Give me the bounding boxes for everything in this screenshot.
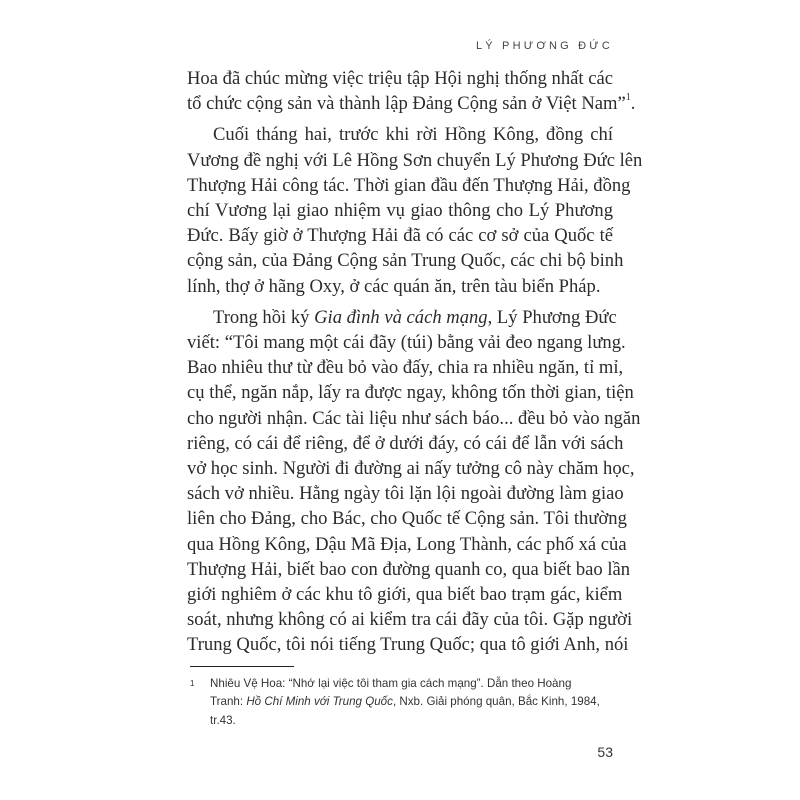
footnote-line: tr.43. [210,713,236,727]
text-line: Trong hồi ký Gia đình và cách mạng, Lý Phương Đức [213,306,617,328]
text-line: Hoa đã chúc mừng việc triệu tập Hội nghị thống nhất các [187,68,613,89]
text-line: riêng, có cái để riêng, để ở dưới đáy, có cái để lẫn với sách [187,432,624,454]
footnote [190,675,614,730]
text-line: Vương đề nghị với Lê Hồng Sơn chuyển Lý Phương Đức lên [187,149,643,171]
text-line: Trung Quốc, tôi nói tiếng Trung Quốc; qua tô giới Anh, nói [187,634,629,656]
book-title: Gia đình và cách mạng [314,306,488,328]
text-line: viết: “Tôi mang một cái đãy (túi) bằng vải đeo ngang lưng. [187,332,626,354]
text-line: giới nghiêm ở các khu tô giới, qua biết bao trạm gác, kiểm [187,584,623,606]
text-line: Thượng Hải, biết bao con đường quanh co, qua biết bao lần [187,558,631,580]
text-line: Thượng Hải công tác. Thời gian đầu đến Thượng Hải, đồng [187,174,631,196]
text-line: vở học sinh. Người đi đường ai nấy tưởng cô này chăm học, [187,458,635,480]
footnote-divider [190,666,294,667]
running-header: LÝ PHƯƠNG ĐỨC [475,40,613,52]
footnote-line: Tranh: Hồ Chí Minh với Trung Quốc, Nxb. Giải phóng quân, Bắc Kinh, 1984, [210,695,600,709]
footnote-line: Nhiêu Vệ Hoa: “Nhớ lại việc tôi tham gia cách mạng”. Dẫn theo Hoàng [210,677,572,690]
text-line: Bao nhiêu thư từ đều bỏ vào đấy, chia ra nhiều ngăn, tỉ mỉ, [187,357,624,379]
text-line: cho người nhận. Các tài liệu như sách báo... đều bỏ vào ngăn [187,407,641,429]
text-line: chí Vương lại giao nhiệm vụ giao thông cho Lý Phương [187,200,613,222]
text-line: sách vở nhiều. Hằng ngày tôi lặn lội ngoài đường làm giao [187,483,624,505]
text-line: tổ chức cộng sản và thành lập Đảng Cộng sản ở Việt Nam”$^1$. [187,92,636,115]
text-line: Đức. Bấy giờ ở Thượng Hải đã có các cơ sở của Quốc tế [187,225,613,247]
footnote-reference: 1 [625,92,631,104]
text-line: qua Hồng Kông, Dậu Mã Địa, Long Thành, các phố xá của [187,533,627,555]
page-number: 53 [597,744,613,760]
text-line: Cuối tháng hai, trước khi rời Hồng Kông, đồng chí [213,124,613,146]
footnote-mark: 1 [190,679,195,688]
text-line: cộng sản, của Đảng Cộng sản Trung Quốc, các chi bộ binh [187,250,624,272]
cited-book-title: Hồ Chí Minh với Trung Quốc [246,695,393,709]
text-line: lính, thợ ở hãng Oxy, ở các quán ăn, trên tàu biển Pháp. [187,275,601,297]
body-text [187,66,643,658]
text-line: liên cho Đảng, cho Bác, cho Quốc tế Cộng sản. Tôi thường [187,508,627,530]
text-line: cụ thể, ngăn nắp, lấy ra được ngay, không tốn thời gian, tiện [187,382,634,404]
text-line: soát, nhưng không có ai kiểm tra cái đãy của tôi. Gặp người [187,609,633,631]
